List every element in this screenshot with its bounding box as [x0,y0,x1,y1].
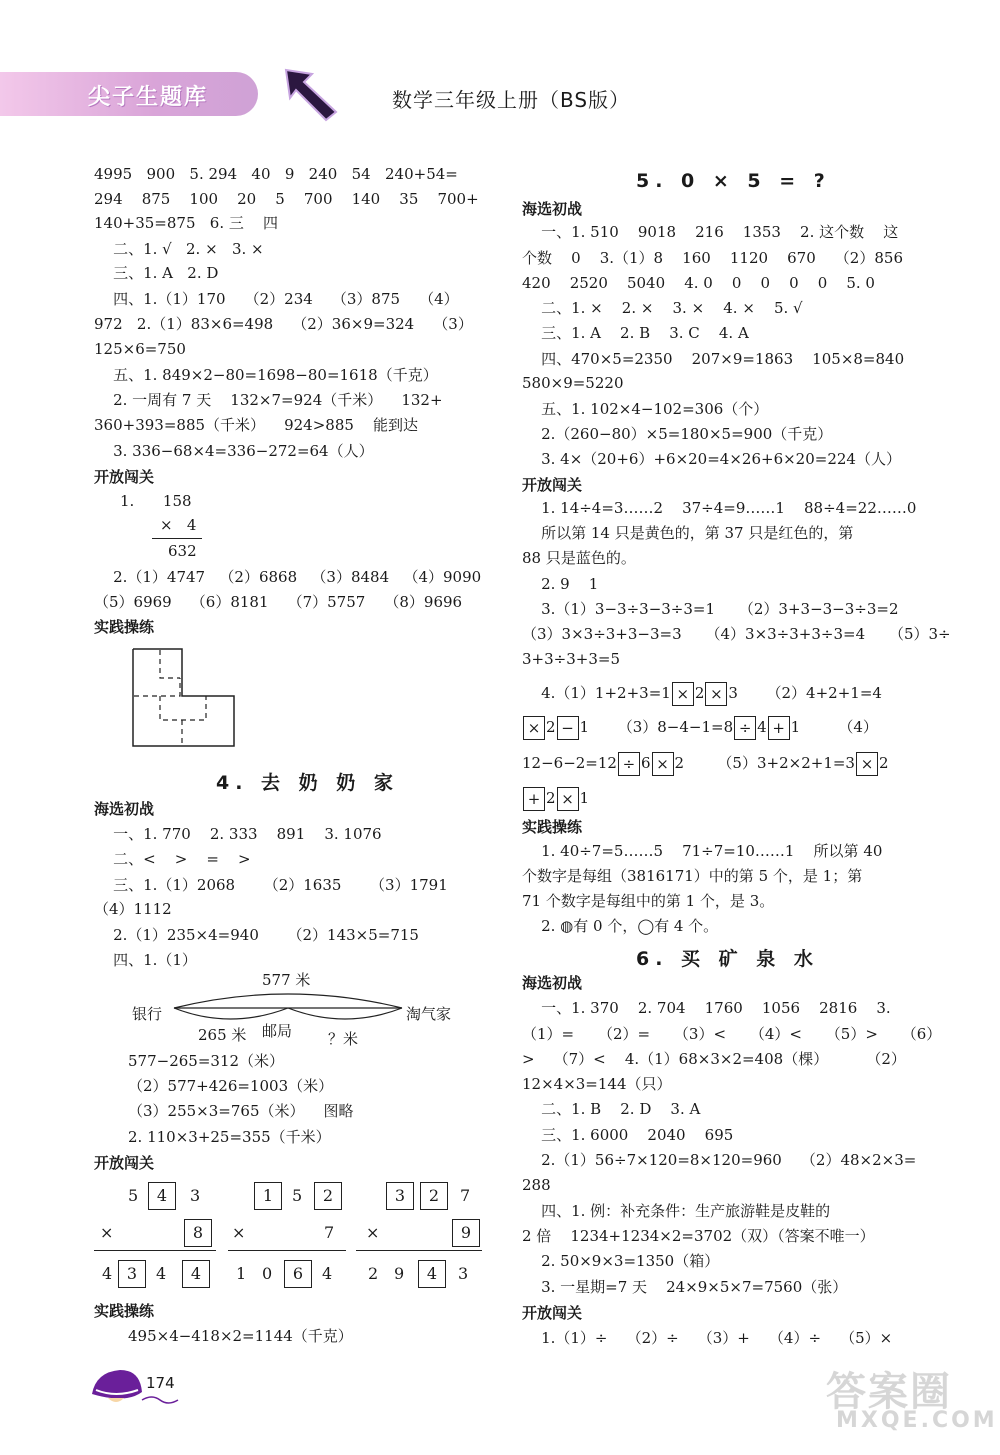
answer-line: 2. 110×3+25=355（千米） [128,1128,331,1146]
book-title: 数学三年级上册（BS版） [392,88,631,112]
operator-box: × [652,752,674,776]
answer-line: 580×9=5220 [522,374,624,392]
answer-line: 三、1. 6000 2040 695 [522,1126,734,1144]
answer-line: 577−265=312（米） [128,1052,285,1070]
answer-line: 四、1. 例：补充条件：生产旅游鞋是皮鞋的 [522,1202,831,1220]
answer-line: 2 倍 1234+1234×2=3702（双）（答案不唯一） [522,1227,875,1245]
answer-line: 495×4−418×2=1144（千克） [128,1327,353,1345]
answer-line: 一、1. 770 2. 333 891 3. 1076 [94,825,382,843]
watermark-url: MXQE.COM [836,1408,998,1433]
operator-box: × [557,787,579,811]
operator-box: × [672,682,694,706]
grid-box: 9 [452,1219,480,1247]
answer-line: 3. 336−68×4=336−272=64（人） [94,442,374,460]
arrow-icon [282,66,342,124]
answer-line: 3. 4×（20+6）+6×20=4×26+6×20=224（人） [522,450,901,468]
grid-digit: 4 [156,1264,167,1283]
grid-digit: 9 [394,1264,405,1283]
answer-line: 140+35=875 6. 三 四 [94,214,278,232]
grid-digit: 4 [102,1264,113,1283]
boxed-eq-row [522,752,889,776]
answer-line: 五、1. 849×2−80=1698−80=1618（千克） [94,366,438,384]
section-label-open: 开放闯关 [522,476,583,494]
operator-box: × [856,752,878,776]
answer-line: 3. 一星期=7 天 24×9×5×7=7560（张） [522,1278,848,1296]
answer-line: 2.（1）235×4=940 （2）143×5=715 [94,926,419,944]
answer-line: 个数字是每组（3816171）中的第 5 个，是 1；第 [522,867,863,885]
grid-box: 6 [284,1260,312,1288]
answer-line: 71 个数字是每组中的第 1 个，是 3。 [522,892,775,910]
answer-line: 二、1. × 2. × 3. × 4. × 5. √ [522,299,803,317]
grid-box: 4 [182,1260,210,1288]
answer-line: 二、1. B 2. D 3. A [522,1100,701,1118]
operator-box: × [523,716,545,740]
answer-line: 12×4×3=144（只） [522,1075,672,1093]
answer-line: 个数 0 3.（1）8 160 1120 670 （2）856 [522,249,903,267]
section-label-practice: 实践操练 [522,818,583,836]
answer-line: 88 只是蓝色的。 [522,549,636,567]
vertical-mult-times: × 4 [160,516,197,534]
answer-line: 4995 900 5. 294 40 9 240 54 240+54= [94,165,458,183]
grid-box: 4 [148,1182,176,1210]
grid-digit: 2 [368,1264,379,1283]
eq-text: 2 [878,754,889,772]
grid-box: 2 [314,1182,342,1210]
times-sign: × [366,1223,380,1242]
watermark-logo: 答案圈 [826,1369,952,1415]
eq-text: 1 [579,789,590,807]
answer-line: 四、470×5=2350 207×9=1863 105×8=840 [522,350,905,368]
map-bank: 银行 [132,1005,163,1023]
grid-digit: 0 [262,1264,273,1283]
grid-box: 2 [420,1182,448,1210]
grid-digit: 5 [128,1186,139,1205]
eq-text: 4 [757,718,767,736]
answer-line: （4）1112 [94,900,172,918]
map-seg2: ？米 [328,1030,359,1048]
grid-rule [356,1250,482,1251]
eq-text: 2 （5）3+2×2+1=3 [674,754,855,772]
eq-text: 1 （4） [790,718,878,736]
eq-text: 3 （2）4+2+1=4 [728,684,882,702]
answer-line: 三、1.（1）2068 （2）1635 （3）1791 [94,876,448,894]
grid-digit: 4 [322,1264,333,1283]
section-label-open: 开放闯关 [522,1304,583,1322]
answer-line: 2.（260−80）×5=180×5=900（千克） [522,425,833,443]
section-label-sea: 海选初战 [522,200,583,218]
answer-line: 3+3÷3+3=5 [522,650,620,668]
section-label-practice: 实践操练 [94,618,155,636]
boxed-eq-row [522,787,589,811]
brand-banner [0,72,258,116]
grid-box: 4 [418,1260,446,1288]
shape-diagram [132,648,236,748]
answer-line: 1.（1）÷ （2）÷ （3）+ （4）÷ （5）× [522,1329,893,1347]
answer-line: 2. 一周有 7 天 132×7=924（千米） 132+ [94,391,443,409]
answer-line: 288 [522,1176,551,1194]
grid-digit: 1 [236,1264,247,1283]
operator-box: ÷ [734,716,756,740]
answer-line: 一、1. 510 9018 216 1353 2. 这个数 这 [522,223,899,241]
answer-line: 972 2.（1）83×6=498 （2）36×9=324 （3） [94,315,473,333]
eq-text: 6 [640,754,651,772]
grid-digit: 5 [292,1186,303,1205]
operator-box: × [705,682,727,706]
eq-text: 2 [694,684,705,702]
answer-line: 420 2520 5040 4. 0 0 0 0 0 5. 0 [522,274,875,292]
grid-box: 1 [254,1182,282,1210]
answer-line: 125×6=750 [94,340,186,358]
answer-line: 四、1.（1）170 （2）234 （3）875 （4） [94,290,459,308]
grid-digit: 3 [458,1264,469,1283]
answer-line: 2. ◍有 0 个，◯有 4 个。 [522,917,719,935]
section-label-sea: 海选初战 [522,974,583,992]
chapter-title: 5. 0 × 5 = ? [636,170,831,192]
answer-line: （3）255×3=765（米） 图略 [128,1102,354,1120]
map-post: 邮局 [262,1022,293,1040]
answer-line: 1. 40÷7=5……5 71÷7=10……1 所以第 40 [522,842,883,860]
page-number: 174 [146,1374,175,1392]
answer-line: （1）= （2）= （3）< （4）< （5）> （6） [522,1025,942,1043]
operator-box: + [768,716,790,740]
answer-line: 四、1.（1） [94,951,197,969]
operator-box: − [557,716,579,740]
eq-text: 12−6−2=12 [522,754,617,772]
eq-text: 1 （3）8−4−1=8 [579,718,734,736]
answer-line: 三、1. A 2. D [94,264,219,282]
vertical-mult-result: 632 [168,542,197,560]
answer-line: 五、1. 102×4−102=306（个） [522,400,769,418]
chapter-title: 4. 去 奶 奶 家 [216,772,399,794]
boxed-eq-row [522,682,882,706]
times-sign: × [232,1223,246,1242]
grid-box: 8 [184,1219,212,1247]
brand-title: 尖子生题库 [88,85,209,110]
map-home: 淘气家 [406,1005,452,1023]
answer-line: 一、1. 370 2. 704 1760 1056 2816 3. [522,999,891,1017]
answer-line: 二、< > = > [94,850,251,868]
answer-line: 2. 50×9×3=1350（箱） [522,1252,720,1270]
map-seg1: 265 米 [198,1026,247,1044]
eq-text: 4.（1）1+2+3=1 [522,684,671,702]
grid-box: 3 [386,1182,414,1210]
section-label-open: 开放闯关 [94,468,155,486]
answer-line: 360+393=885（千米） 924>885 能到达 [94,416,419,434]
operator-box: ÷ [618,752,640,776]
vertical-mult-rule [152,538,202,539]
answer-line: 三、1. A 2. B 3. C 4. A [522,324,749,342]
answer-line: （3）3×3÷3+3−3=3 （4）3×3÷3+3÷3=4 （5）3÷ [522,625,951,643]
operator-box: + [523,787,545,811]
answer-line: 1. 14÷4=3……2 37÷4=9……1 88÷4=22……0 [522,499,917,517]
eq-text: 2 [546,718,556,736]
answer-line: 2.（1）56÷7×120=8×120=960 （2）48×2×3= [522,1151,917,1169]
answer-line: （5）6969 （6）8181 （7）5757 （8）9696 [94,593,463,611]
grid-digit: 7 [324,1223,335,1242]
times-sign: × [100,1223,114,1242]
eq-text: 2 [546,789,556,807]
section-label-open: 开放闯关 [94,1154,155,1172]
boxed-eq-row [522,716,878,740]
vertical-mult-top: 1. 158 [120,492,192,510]
answer-line: 2.（1）4747 （2）6868 （3）8484 （4）9090 [94,568,482,586]
chapter-title: 6. 买 矿 泉 水 [636,948,819,970]
answer-line: （2）577+426=1003（米） [128,1077,334,1095]
grid-rule [94,1250,216,1251]
section-label-practice: 实践操练 [94,1302,155,1320]
answer-line: 294 875 100 20 5 700 140 35 700+ [94,190,479,208]
answer-line: 2. 9 1 [522,575,599,593]
section-label-sea: 海选初战 [94,800,155,818]
grid-digit: 7 [460,1186,471,1205]
grid-box: 3 [118,1260,146,1288]
answer-line: > （7）< 4.（1）68×3×2=408（棵） （2） [522,1050,906,1068]
answer-line: 所以第 14 只是黄色的，第 37 只是红色的，第 [522,524,854,542]
answer-line: 3.（1）3−3÷3−3÷3=1 （2）3+3−3−3÷3=2 [522,600,899,618]
map-total: 577 米 [262,971,311,989]
answer-line: 二、1. √ 2. × 3. × [94,240,264,258]
grid-rule [228,1250,346,1251]
grid-digit: 3 [190,1186,201,1205]
